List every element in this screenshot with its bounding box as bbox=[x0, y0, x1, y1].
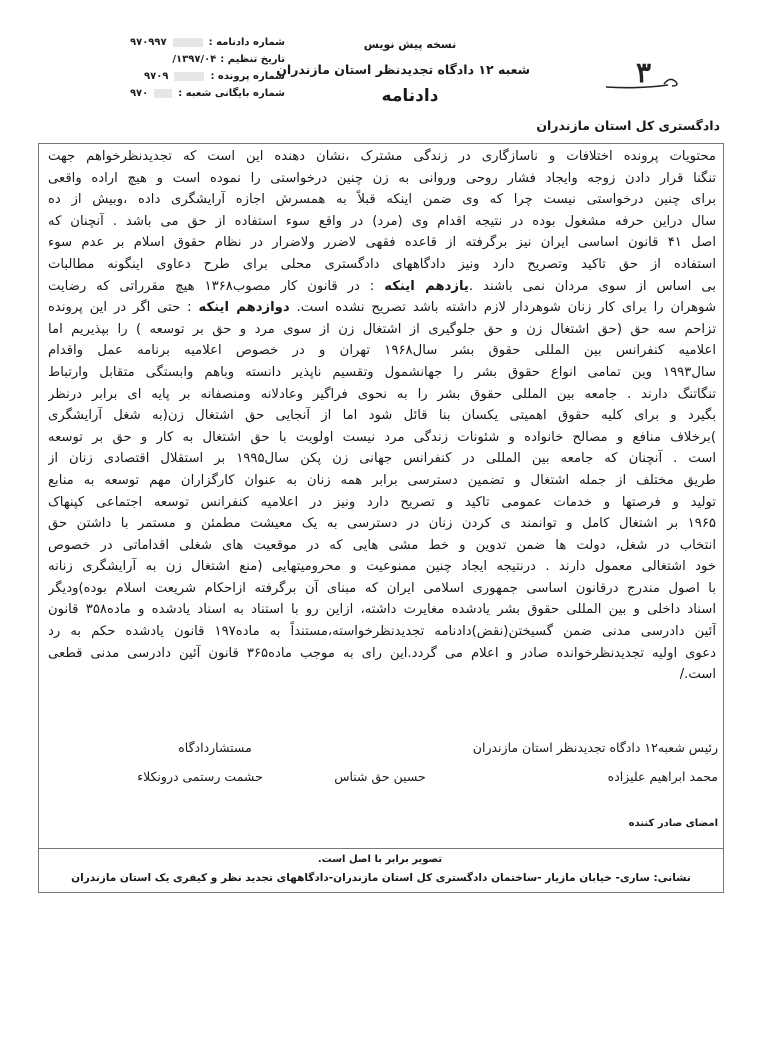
body-line: است./ bbox=[679, 667, 716, 683]
body-line: اعلامیه کنفرانس بین المللی حقوق بشر سال۱۹۶۸ تهران و در خصوص اعلامیه برنامه عمل واقدام bbox=[48, 343, 716, 359]
body-line: برای چنین درخواستی نیست چرا که وی ضمن اینکه قبلاً به همسرش اجازه آرایشگری داده ،وبیش از ده bbox=[48, 192, 716, 208]
body-line: اسناد داخلی و بین المللی حقوق بشر یادشده مغایرت داشته، ازاین رو با استناد به اسناد یادشده و ماده۳۵۸ قانون bbox=[48, 602, 716, 618]
issuer-signature-label: امضای صادر کننده bbox=[628, 818, 718, 829]
draft-label: نسخه پیش نویس bbox=[363, 38, 457, 51]
verdict-body bbox=[48, 146, 716, 686]
body-line: )برخلاف منافع و مصالح خانواده و شئونات زندگی مرد نیست اولویت با حق اشتغال به کار و حق بر توسعه bbox=[48, 429, 716, 445]
body-line: است . آنچنان که جامعه بین المللی در کنفرانس جهانی زن پکن سال۱۹۹۵ بر استقلال اقتصادی زنان از bbox=[48, 451, 716, 467]
body-line: استفاده از حق تاکید وتصریح دارد ونیز دادگاههای دادگستری محلی برای طرح دعاوی اینگونه مطالبات bbox=[48, 256, 716, 272]
bold-phrase: یازدهم اینکه bbox=[384, 278, 469, 294]
body-line: دعوی اولیه تجدیدنظرخوانده صادر و اعلام می گردد.این رای به موجب ماده۳۶۵ قانون آئین دادرسی مدنی قطعی bbox=[48, 645, 716, 661]
body-line: خود اشتغالی معمول دارند . درنتیجه ایجاد چنین ممنوعیت و محرومیتهایی (منع اشتغال زن به آرایشگری زنانه bbox=[48, 559, 716, 575]
case-number-value: ۹۷۰۹ bbox=[144, 71, 169, 82]
page-mark-text: ۳ bbox=[636, 56, 652, 89]
signatory-name: حشمت رستمی درونکلاء bbox=[137, 769, 263, 784]
footer-divider bbox=[38, 848, 724, 849]
body-line: تزاحم سه حق (حق اشتغال زن و حق جلوگیری از اشتغال زن از سوی مرد و حق بر توسعه ) را بپذیریم اما bbox=[48, 321, 716, 337]
presider-title: رئیس شعبه۱۲ دادگاه تجدیدنظر استان مازندران bbox=[472, 740, 718, 755]
verdict-number-value: ۹۷۰۹۹۷ bbox=[130, 37, 167, 48]
body-line: بی اساس از سوی مردان نمی باشند .یازدهم اینکه : در قانون کار مصوب۱۳۶۸ هیچ مقرراتی که رضایت bbox=[48, 278, 716, 294]
bold-phrase: دوازدهم اینکه bbox=[198, 300, 290, 316]
archive-number-value: ۹۷۰ bbox=[129, 88, 149, 99]
case-metadata bbox=[40, 34, 285, 102]
verdict-number-label: شماره دادنامه : bbox=[208, 37, 285, 48]
body-line: اصل ۴۱ قانون اساسی ایران نیز برگرفته از قاعده فقهی لاضرر ولاضرار در نظام حقوق اسلام بر عدم سوء bbox=[48, 235, 716, 251]
archive-number-row bbox=[40, 85, 285, 102]
court-address: نشانی: ساری- خیابان مازیار -ساختمان دادگستری کل استان مازندران-دادگاههای تجدید نظر و کیفری یک استان مازندران bbox=[71, 872, 691, 884]
body-line: تولید و فرصتها و خدمات عمومی تاکید و تصریح دارد ونیز در اعلامیه کنفرانس توسعه اجتماعی کپنهاک bbox=[48, 494, 716, 510]
issue-date-row bbox=[40, 51, 285, 68]
body-line: ۱۹۶۵ بر اشتغال کامل و توانمند ی کردن زنان در دسترسی به یک معیشت مطمئن و مستمر با داشتن حق bbox=[48, 516, 716, 532]
document-type-title: دادنامه bbox=[381, 86, 439, 106]
body-line: انتخاب در شغل، دولت ها ضمن تدوین و خط مشی هایی که در موقعیت های شغلی اقداماتی در خصوص bbox=[48, 537, 716, 553]
body-line: تنگاتنگ دارند . جامعه بین المللی حقوق بشر را به نحوی فراگیر وعادلانه ومنصفانه بر پایه ای برابر درنظر bbox=[48, 386, 716, 402]
case-number-row bbox=[40, 68, 285, 85]
verdict-number-row bbox=[40, 34, 285, 51]
body-line: سال دراین حرفه مشغول بوده در نتیجه اقدام وی (مرد) در واقع سوء استفاده از حق می باشد . آنچنان که bbox=[48, 213, 716, 229]
signatory-name: حسین حق شناس bbox=[334, 769, 426, 784]
issue-date-value: ۱۳۹۷/۰۴/ bbox=[172, 54, 217, 65]
handwritten-page-mark bbox=[598, 54, 688, 94]
body-line: با اصول مندرج درقانون اساسی جمهوری اسلامی ایران که مبنای آن برگرفته ازاحکام شریعت اسلام بوده)ودیگر bbox=[48, 580, 716, 596]
body-line: سال۱۹۹۳ وین تمامی انواع حقوق بشر را جهانشمول وتقسیم ناپذیر دانسته وباهم وابستگی متقابل وارتباط bbox=[48, 364, 716, 380]
redaction-mask bbox=[173, 38, 203, 47]
archive-number-label: شماره بایگانی شعبه : bbox=[178, 88, 285, 99]
body-line: طریق مختلف از جمله اشتغال و تضمین دسترسی برابر همه زنان به عنوان کارگزاران مهم توسعه به منابع bbox=[48, 472, 716, 488]
court-name: شعبه ۱۲ دادگاه تجدیدنظر استان مازندران bbox=[276, 62, 530, 77]
signatory-name: محمد ابراهیم علیزاده bbox=[607, 769, 718, 784]
body-line: شوهران را برای کار زنان شوهردار لازم داشته باشد تصریح نشده است. دوازدهم اینکه : حتی اگر در این پرونده bbox=[48, 300, 716, 316]
case-number-label: شماره پرونده : bbox=[210, 71, 285, 82]
judiciary-name: دادگستری کل استان مازندران bbox=[536, 118, 720, 133]
body-line: آئین دادرسی مدنی ضمن گسیختن(نقض)دادنامه تجدیدنظرخواسته،مستنداً به ماده۱۹۷ قانون یادشده حکم به رد bbox=[48, 624, 716, 640]
issue-date-label: تاریخ تنظیم : bbox=[220, 54, 285, 65]
redaction-mask bbox=[154, 89, 172, 98]
counsel-title: مستشاردادگاه bbox=[178, 740, 252, 755]
redaction-mask bbox=[174, 72, 204, 81]
body-line: محتویات پرونده اختلافات و ناسازگاری در زندگی مشترک ،نشان دهنده این است که تجدیدنظرخواهم جهت bbox=[48, 149, 716, 164]
body-line: تنگنا قرار دادن زوجه وایجاد فشار روحی وروانی به زن چنین درخواستی را نموده است و هیچ اراده واقعی bbox=[48, 170, 716, 186]
body-line: بگیرد و برای کلیه حقوق اهمیتی یکسان بنا قائل شود اما از آنجایی حق اشتغال زن(به شغل آرایشگری bbox=[48, 408, 716, 424]
certified-copy-note: تصویر برابر با اصل است. bbox=[317, 854, 443, 865]
